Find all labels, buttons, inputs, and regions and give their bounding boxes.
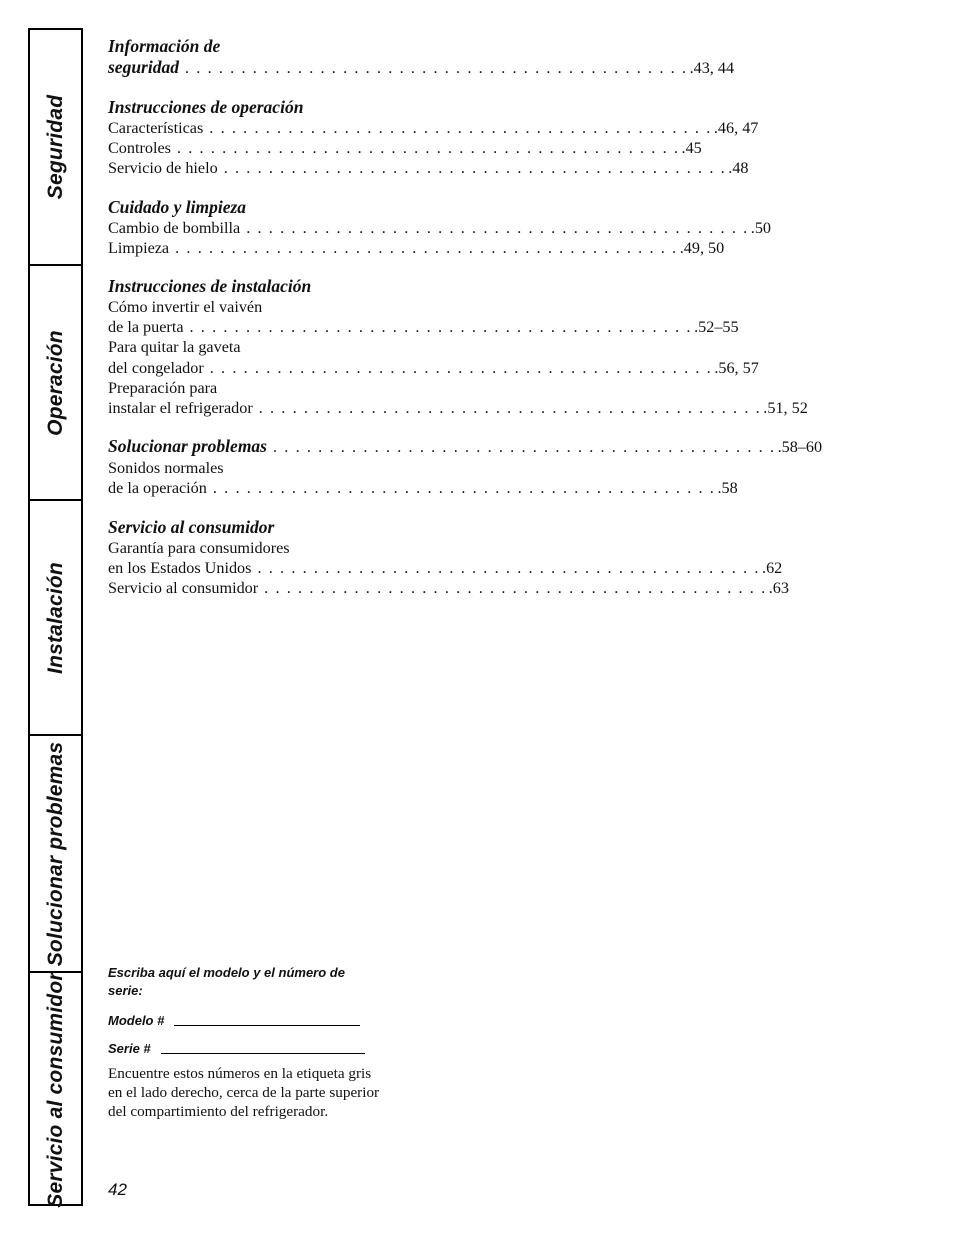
tab-label: Operación [43,329,67,436]
tab-solucionar-problemas[interactable] [30,736,81,973]
toc-entry[interactable] [108,138,702,158]
entry-pages: .49, 50 [679,238,725,257]
toc-entry[interactable] [108,358,759,378]
leader-dots: . . . . . . . . . . . . . . . . . . . . . . . . . . . . . . . . . . . . . . . . . . . . . [189,318,693,337]
tab-label: Instalación [43,561,67,674]
leader-dots: . . . . . . . . . . . . . . . . . . . . . . . . . . . . . . . . . . . . . . . . . . . . . [258,399,762,418]
entry-text: seguridad [108,57,179,77]
entry-pages: .43, 44 [689,59,735,77]
entry-text: del congelador [108,358,204,377]
leader-dots: . . . . . . . . . . . . . . . . . . . . . . . . . . . . . . . . . . . . . . . . . . . . . [209,358,713,377]
entry-text: Controles [108,139,171,158]
model-field [108,1012,388,1028]
toc-entry[interactable] [108,578,789,598]
entry-pages: .48 [728,159,749,178]
entry-text: de la operación [108,479,207,498]
leader-dots: . . . . . . . . . . . . . . . . . . . . . . . . . . . . . . . . . . . . . . . . . . . . . [223,159,727,178]
leader-dots: . . . . . . . . . . . . . . . . . . . . . . . . . . . . . . . . . . . . . . . . . . . . . [175,238,678,257]
toc-entry[interactable] [108,118,759,138]
table-of-contents [108,36,823,616]
entry-text: Servicio al consumidor [108,579,259,598]
toc-section [108,436,823,498]
entry-text: Cambio de bombilla [108,218,241,237]
toc-heading: Instrucciones de operación [108,97,304,117]
entry-pages: .51, 52 [763,399,808,418]
toc-entry[interactable] [108,158,749,178]
leader-dots: . . . . . . . . . . . . . . . . . . . . . . . . . . . . . . . . . . . . . . . . . . . . . [212,479,716,498]
tab-seguridad[interactable] [30,30,81,266]
toc-section [108,36,735,79]
entry-pages: .50 [750,218,771,237]
leader-dots: . . . . . . . . . . . . . . . . . . . . . . . . . . . . . . . . . . . . . . . . . . . . . [257,558,761,577]
entry-pages: .58 [717,479,738,498]
entry-text-line: Para quitar la gaveta [108,338,241,357]
toc-entry[interactable] [108,558,783,578]
serial-blank[interactable] [161,1053,365,1054]
toc-heading: Instrucciones de instalación [108,276,312,297]
entry-text-line: Preparación para [108,378,218,397]
toc-heading-line[interactable] [108,57,735,79]
serial-label: Serie # [108,1041,151,1056]
entry-pages: .52–55 [694,318,739,337]
entry-text: Características [108,119,204,137]
toc-entry[interactable] [108,218,771,238]
tab-label: Seguridad [43,94,67,200]
leader-dots: . . . . . . . . . . . . . . . . . . . . . . . . . . . . . . . . . . . . . . . . . . . . . [264,579,767,598]
leader-dots: . . . . . . . . . . . . . . . . . . . . . . . . . . . . . . . . . . . . . . . . . . . . . [273,438,776,457]
serial-location-note: Encuentre estos números en la etiqueta gris en el lado derecho, cerca de la parte superior del compartimiento del refrigerador. [108,1065,380,1120]
toc-entry[interactable] [108,478,738,498]
entry-text: Solucionar problemas [108,436,267,457]
toc-heading[interactable] [108,436,823,458]
model-label: Modelo # [108,1013,165,1028]
leader-dots: . . . . . . . . . . . . . . . . . . . . . . . . . . . . . . . . . . . . . . . . . . . . . [176,139,680,158]
toc-heading: Información de [108,36,221,56]
toc-section [108,196,771,258]
serial-field [108,1040,388,1056]
model-blank[interactable] [174,1025,360,1026]
entry-pages: .62 [762,558,783,577]
entry-text-line: Sonidos normales [108,459,224,478]
entry-pages: .63 [768,579,789,598]
toc-heading: Cuidado y limpieza [108,196,247,217]
entry-text: Servicio de hielo [108,159,218,178]
tab-servicio-al-consumidor[interactable] [30,973,81,1206]
entry-text: en los Estados Unidos [108,558,252,577]
toc-section [108,97,759,179]
tab-operacion[interactable] [30,266,81,501]
entry-text: Limpieza [108,238,170,257]
toc-entry[interactable] [108,317,739,337]
entry-text: de la puerta [108,318,184,337]
page-number: 42 [108,1180,127,1199]
toc-entry[interactable] [108,398,808,418]
toc-heading: Servicio al consumidor [108,516,275,537]
toc-entry[interactable] [108,238,725,258]
leader-dots: . . . . . . . . . . . . . . . . . . . . . . . . . . . . . . . . . . . . . . . . . . . . . [246,218,749,237]
entry-pages: .45 [681,139,702,158]
entry-pages: .56, 57 [714,358,759,377]
model-serial-form [108,964,388,1121]
leader-dots: . . . . . . . . . . . . . . . . . . . . . . . . . . . . . . . . . . . . . . . . . . . . . [184,59,688,77]
toc-section [108,516,789,599]
tab-instalacion[interactable] [30,501,81,736]
form-intro: Escriba aquí el modelo y el número de serie: [108,965,345,998]
entry-pages: .58–60 [777,438,823,457]
tab-label: Solucionar problemas [43,741,67,966]
entry-text-line: Cómo invertir el vaivén [108,298,263,317]
entry-pages: .46, 47 [713,119,759,137]
entry-text: instalar el refrigerador [108,399,253,418]
toc-section [108,276,808,418]
entry-text-line: Garantía para consumidores [108,538,290,557]
leader-dots: . . . . . . . . . . . . . . . . . . . . . . . . . . . . . . . . . . . . . . . . . . . . . [209,119,712,137]
tab-label: Servicio al consumidor [43,971,67,1208]
section-tabs [28,28,83,1206]
